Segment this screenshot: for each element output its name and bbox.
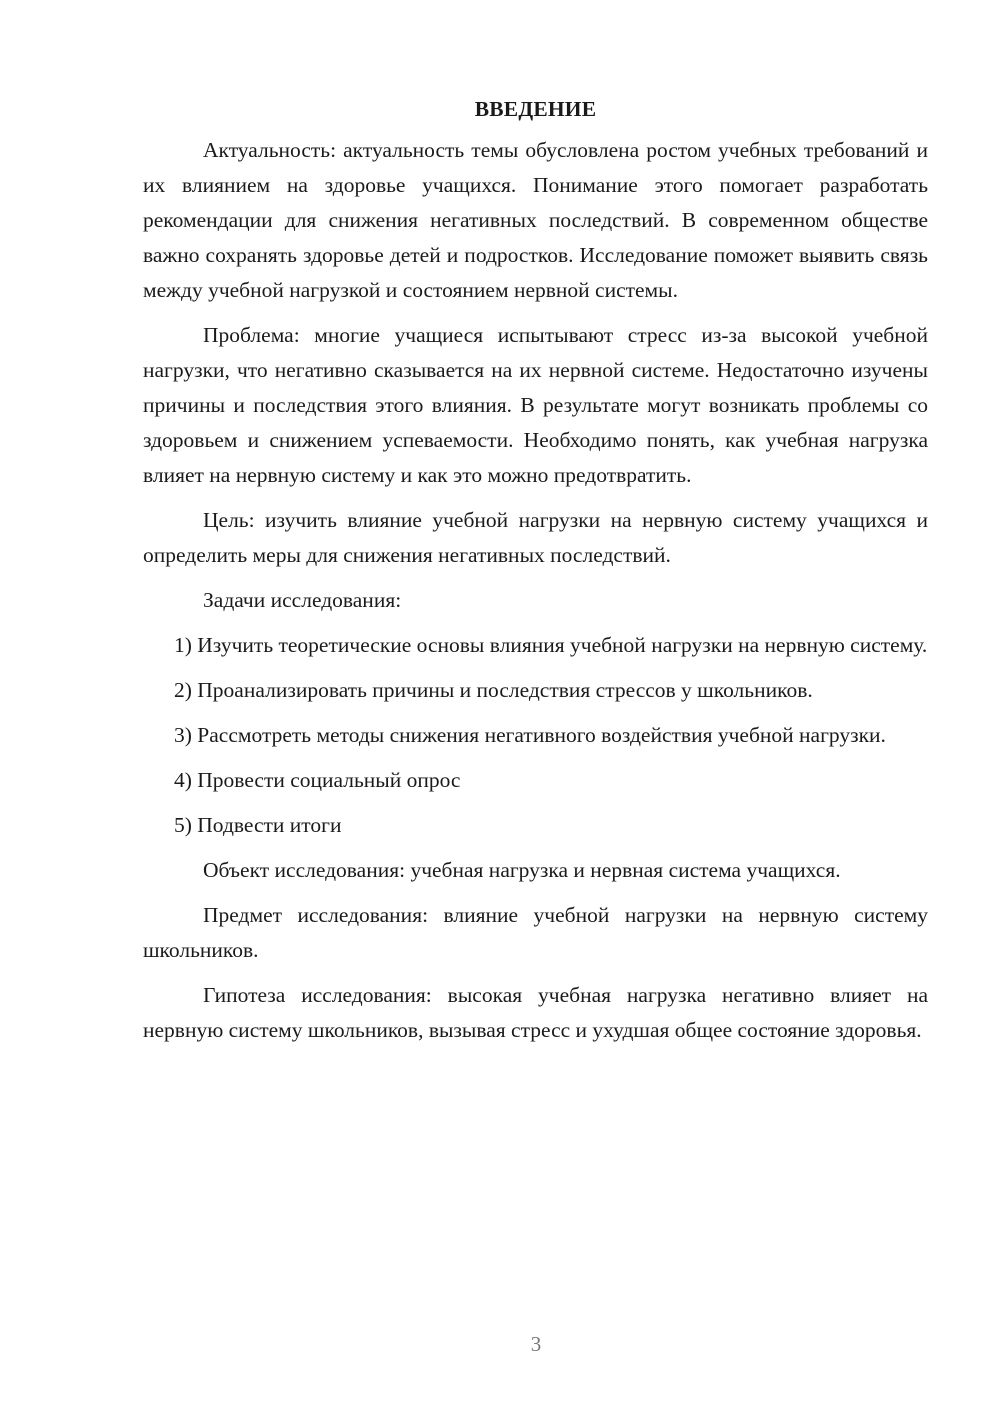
page-number: 3 — [530, 1332, 542, 1356]
task-item-1: 1) Изучить теоретические основы влияния учебной нагрузки на нервную систему. — [174, 633, 928, 657]
object-paragraph: Объект исследования: учебная нагрузка и нервная система учащихся. — [203, 858, 841, 882]
goal-paragraph: Цель: изучить влияние учебной нагрузки на нервную систему учащихся и определить меры для снижения негативных последствий. — [143, 508, 928, 567]
task-item-4: 4) Провести социальный опрос — [174, 768, 461, 792]
relevance-paragraph: Актуальность: актуальность темы обусловлена ростом учебных требований и их влиянием на здоровье учащихся. Понимание этого помогает разработать рекомендации для снижения негативных последствий. В современном обществе важно сохранять здоровье детей и подростков. Исследование поможет выявить связь между учебной нагрузкой и состоянием нервной системы. — [143, 138, 928, 302]
tasks-list — [143, 628, 928, 843]
hypothesis-paragraph: Гипотеза исследования: высокая учебная нагрузка негативно влияет на нервную систему школьников, вызывая стресс и ухудшая общее состояние здоровья. — [143, 983, 928, 1042]
tasks-heading: Задачи исследования: — [203, 588, 402, 612]
task-item-2: 2) Проанализировать причины и последствия стрессов у школьников. — [174, 678, 813, 702]
page-title: ВВЕДЕНИЕ — [474, 97, 597, 121]
document-page — [143, 92, 928, 1058]
task-item-3: 3) Рассмотреть методы снижения негативного воздействия учебной нагрузки. — [174, 723, 886, 747]
problem-paragraph: Проблема: многие учащиеся испытывают стресс из-за высокой учебной нагрузки, что негативно сказывается на их нервной системе. Недостаточно изучены причины и последствия этого влияния. В результате могут возникать проблемы со здоровьем и снижением успеваемости. Необходимо понять, как учебная нагрузка влияет на нервную систему и как это можно предотвратить. — [143, 323, 928, 487]
subject-paragraph: Предмет исследования: влияние учебной нагрузки на нервную систему школьников. — [143, 903, 928, 962]
task-item-5: 5) Подвести итоги — [174, 813, 342, 837]
